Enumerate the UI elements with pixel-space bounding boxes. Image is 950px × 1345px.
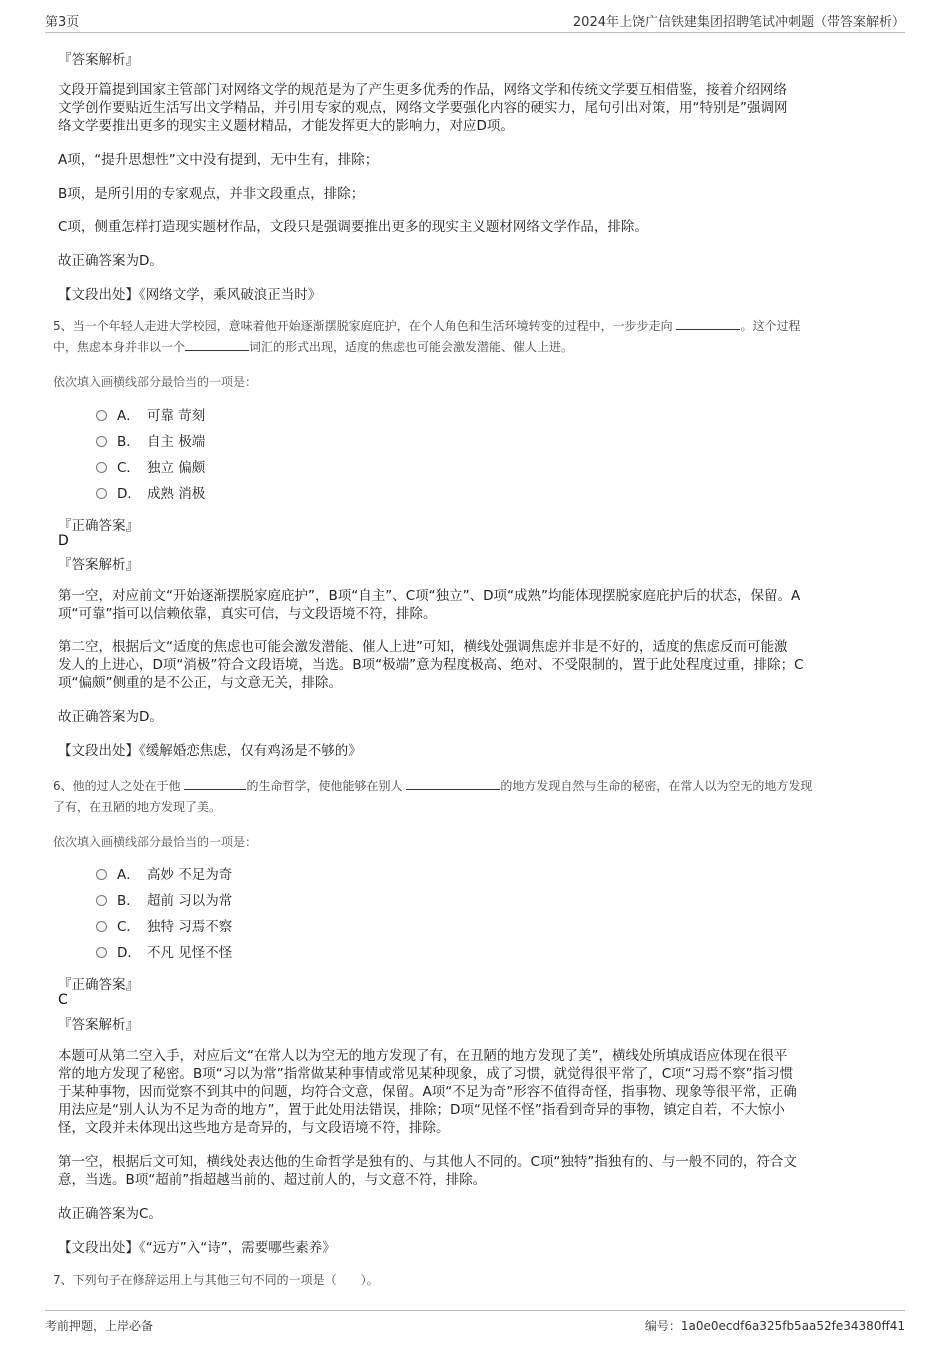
conclusion-text: 故正确答案为D。 <box>58 253 163 269</box>
option-label: C． <box>117 919 140 935</box>
stem-text: 词汇的形式出现，适度的焦虑也可能会激发潜能、催人上进。 <box>249 340 574 354</box>
text-line: 项“可靠”指可以信赖依靠，真实可信，与文段语境不符，排除。 <box>58 606 437 622</box>
option-b[interactable] <box>96 432 205 452</box>
option-label: B． <box>117 893 140 909</box>
analysis-paragraph: A项，“提升思想性”文中没有提到，无中生有，排除； <box>58 152 379 168</box>
radio-button[interactable] <box>96 895 107 906</box>
page-number: 第3页 <box>45 15 80 30</box>
question-6-stem <box>53 776 893 818</box>
text-line: 用法应是“别人认为不足为奇的地方”，置于此处用法错误，排除；D项“见怪不怪”指看到奇异的事物，镇定自若，不大惊小 <box>58 1102 785 1118</box>
fill-blank <box>185 337 249 351</box>
question-prompt: 依次填入画横线部分最恰当的一项是： <box>53 375 258 389</box>
stem-text: 5、当一个年轻人走进大学校园，意味着他开始逐渐摆脱家庭庇护，在个人角色和生活环境转变的过程中，一步步走向 <box>53 319 673 333</box>
radio-button[interactable] <box>96 488 107 499</box>
text-line: 第一空，对应前文“开始逐渐摆脱家庭庇护”，B项“自主”、C项“独立”、D项“成熟”均能体现摆脱家庭庇护后的状态，保留。A <box>58 588 801 604</box>
correct-answer-label: 『正确答案』 <box>58 518 139 534</box>
option-text: 自主 极端 <box>147 434 206 450</box>
option-a[interactable] <box>96 865 232 885</box>
option-text: 独特 习焉不察 <box>147 919 233 935</box>
radio-button[interactable] <box>96 436 107 447</box>
question-7-stem: 7、下列句子在修辞运用上与其他三句不同的一项是（ ）。 <box>53 1273 379 1287</box>
analysis-paragraph <box>58 81 890 135</box>
correct-answer: C <box>58 992 68 1008</box>
analysis-label: 『答案解析』 <box>58 1017 139 1033</box>
question-5-stem <box>53 316 893 358</box>
option-text: 成熟 消极 <box>147 486 206 502</box>
page-header <box>45 8 905 33</box>
option-text: 不凡 见怪不怪 <box>147 945 233 961</box>
text-line: 本题可从第二空入手，对应后文“在常人以为空无的地方发现了有，在丑陋的地方发现了美”，横线处所填成语应体现在很平 <box>58 1048 788 1064</box>
stem-text: 的地方发现自然与生命的秘密，在常人以为空无的地方发现 <box>500 779 813 793</box>
radio-button[interactable] <box>96 410 107 421</box>
option-c[interactable] <box>96 917 232 937</box>
conclusion-text: 故正确答案为C。 <box>58 1206 162 1222</box>
source-citation: 【文段出处】《“远方”入“诗”，需要哪些素养》 <box>58 1240 336 1256</box>
stem-text: 。这个过程 <box>740 319 801 333</box>
option-label: A． <box>117 408 140 424</box>
radio-button[interactable] <box>96 869 107 880</box>
option-d[interactable] <box>96 484 205 504</box>
option-label: C． <box>117 460 140 476</box>
text-line: 第二空，根据后文“适度的焦虑也可能会激发潜能、催人上进”可知，横线处强调焦虑并非是不好的，适度的焦虑反而可能激 <box>58 639 788 655</box>
footer-slogan: 考前押题，上岸必备 <box>45 1319 154 1333</box>
text-line: 意，当选。B项“超前”指超越当前的、超过前人的，与文意不符，排除。 <box>58 1172 487 1188</box>
correct-answer: D <box>58 533 69 549</box>
option-label: D． <box>117 486 141 502</box>
conclusion-text: 故正确答案为D。 <box>58 709 163 725</box>
text-line: 怪，文段并未体现出这些地方是奇异的，与文段语境不符，排除。 <box>58 1120 450 1136</box>
source-citation: 【文段出处】《网络文学，乘风破浪正当时》 <box>58 287 322 303</box>
text-line: 发人的上进心，D项“消极”符合文段语境，当选。B项“极端”意为程度极高、绝对、不受限制的，置于此处程度过重，排除；C <box>58 657 804 673</box>
analysis-label: 『答案解析』 <box>58 52 139 68</box>
text-line: 常的地方发现了秘密。B项“习以为常”指常做某种事情或常见某种现象，成了习惯，就觉得很平常了，C项“习焉不察”指习惯 <box>58 1066 794 1082</box>
option-text: 独立 偏颇 <box>147 460 206 476</box>
stem-text: 6、他的过人之处在于他 <box>53 779 181 793</box>
text-line: 于某种事物，因而觉察不到其中的问题，均符合文意，保留。A项“不足为奇”形容不值得奇怪，指事物、现象等很平常，正确 <box>58 1084 797 1100</box>
radio-button[interactable] <box>96 947 107 958</box>
stem-text: 的生命哲学，使他能够在别人 <box>246 779 403 793</box>
document-id: 编号：1a0e0ecdf6a325fb5aa52fe34380ff41 <box>644 1319 905 1333</box>
analysis-paragraph <box>58 1153 890 1189</box>
option-text: 高妙 不足为奇 <box>147 867 233 883</box>
page-footer <box>45 1310 905 1337</box>
fill-blank <box>676 316 740 330</box>
option-label: B． <box>117 434 140 450</box>
option-label: A． <box>117 867 140 883</box>
text-line: 络文学要推出更多的现实主义题材精品，才能发挥更大的影响力，对应D项。 <box>58 118 514 134</box>
radio-button[interactable] <box>96 921 107 932</box>
correct-answer-label: 『正确答案』 <box>58 977 139 993</box>
text-line: 文学创作要贴近生活写出文学精品，并引用专家的观点，网络文学要强化内容的硬实力，尾句引出对策，用“特别是”强调网 <box>58 100 788 116</box>
option-b[interactable] <box>96 891 232 911</box>
source-citation: 【文段出处】《缓解婚恋焦虑，仅有鸡汤是不够的》 <box>58 743 362 759</box>
option-text: 超前 习以为常 <box>147 893 233 909</box>
analysis-paragraph <box>58 638 890 692</box>
option-a[interactable] <box>96 406 205 426</box>
option-text: 可靠 苛刻 <box>147 408 206 424</box>
option-d[interactable] <box>96 943 232 963</box>
option-label: D． <box>117 945 141 961</box>
analysis-paragraph <box>58 587 890 623</box>
analysis-paragraph: C项，侧重怎样打造现实题材作品，文段只是强调要推出更多的现实主义题材网络文学作品，排除。 <box>58 219 648 235</box>
fill-blank <box>406 776 500 790</box>
question-prompt: 依次填入画横线部分最恰当的一项是： <box>53 835 258 849</box>
text-line: 项“偏颇”侧重的是不公正，与文意无关，排除。 <box>58 675 342 691</box>
text-line: 文段开篇提到国家主管部门对网络文学的规范是为了产生更多优秀的作品，网络文学和传统文学要互相借鉴，接着介绍网络 <box>58 82 787 98</box>
stem-text: 了有，在丑陋的地方发现了美。 <box>53 800 222 814</box>
stem-text: 中，焦虑本身并非以一个 <box>53 340 186 354</box>
analysis-label: 『答案解析』 <box>58 557 139 573</box>
option-c[interactable] <box>96 458 205 478</box>
radio-button[interactable] <box>96 462 107 473</box>
document-title: 2024年上饶广信铁建集团招聘笔试冲刺题（带答案解析） <box>572 15 905 30</box>
fill-blank <box>184 776 246 790</box>
text-line: 第一空，根据后文可知，横线处表达他的生命哲学是独有的、与其他人不同的。C项“独特”指独有的、与一般不同的，符合文 <box>58 1154 797 1170</box>
analysis-paragraph <box>58 1047 890 1137</box>
analysis-paragraph: B项，是所引用的专家观点，并非文段重点，排除； <box>58 186 365 202</box>
